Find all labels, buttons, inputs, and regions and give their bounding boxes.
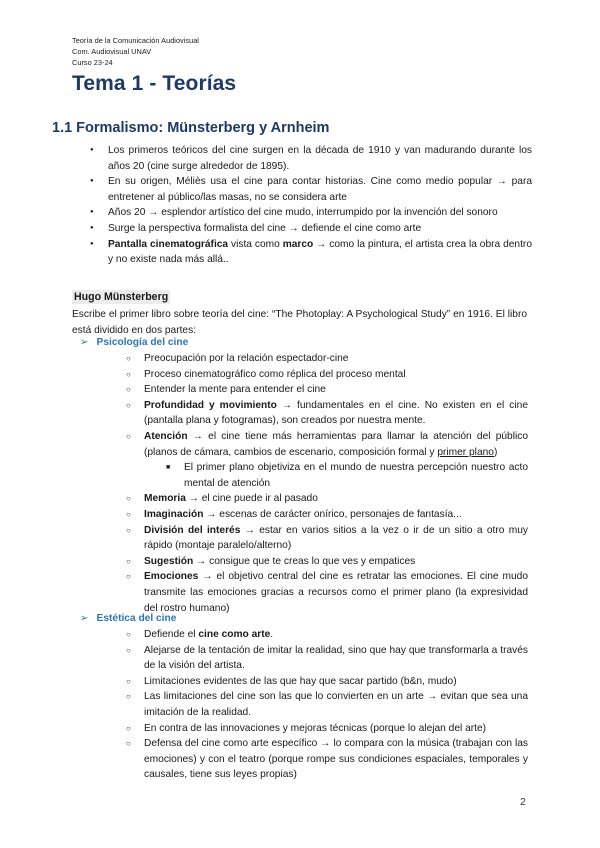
list-item: ○ Preocupación por la relación espectador-cine <box>108 351 528 367</box>
list-item: ● En su origen, Méliès usa el cine para contar historias. Cine como medio popular → para entretener al público/las masas, no se considera arte <box>72 174 532 205</box>
page-number: 2 <box>520 796 526 808</box>
list-item: ○ División del interés → estar en varios sitios a la vez o ir de un sitio a otro muy rápido (montaje paralelo/alterno) <box>108 523 528 554</box>
estetica-list <box>108 627 528 783</box>
intro-bullet-list <box>72 143 532 268</box>
list-item: ○ Defensa del cine como arte específico → lo compara con la música (trabajan con las emociones) y con el teatro (porque rompe sus condiciones espaciales, temporales y causales, tiene sus leyes propias) <box>108 736 528 783</box>
subsection-heading: Hugo Münsterberg <box>74 291 169 303</box>
list-item: ● Pantalla cinematográfica vista como marco → como la pintura, el artista crea la obra dentro y no existe nada más allá.. <box>72 237 532 268</box>
section-heading: 1.1 Formalismo: Münsterberg y Arnheim <box>52 120 330 136</box>
page-title: Tema 1 - Teorías <box>72 72 237 95</box>
list-item: ○ Proceso cinematográfico como réplica del proceso mental <box>108 367 528 383</box>
intro-paragraph: Escribe el primer libro sobre teoría del cine: “The Photoplay: A Psychological Study” en 1916. El libro está dividido en dos partes: <box>72 309 527 336</box>
list-item: ○ Memoria → el cine puede ir al pasado <box>108 491 528 507</box>
list-item: ● Los primeros teóricos del cine surgen en la década de 1910 y van madurando durante los años 20 (cine surge alrededor de 1895). <box>72 143 532 174</box>
list-item: ○ Las limitaciones del cine son las que lo convierten en un arte → evitan que sea una imitación de la realidad. <box>108 689 528 720</box>
arrow-bullet-icon: ➢ <box>80 613 89 624</box>
list-item: ○ Profundidad y movimiento → fundamentales en el cine. No existen en el cine (pantalla plana y fotogramas), son creados por nuestra mente. <box>108 398 528 429</box>
list-item: ○ Alejarse de la tentación de imitar la realidad, sino que hay que transformarla a través de la visión del artista. <box>108 643 528 674</box>
nested-list <box>144 460 528 491</box>
list-item: ○ Atención → el cine tiene más herramientas para llamar la atención del público (planos de cámara, cambios de escenario, composición formal y primer plano) ■ El primer plano objetiviza en el mundo de nuestra percepción nuestro acto mental de atención <box>108 429 528 491</box>
list-item: ○ Emociones → el objetivo central del cine es retratar las emociones. El cine mudo transmite las emociones gracias a recursos como el primer plano (la expresividad del rostro humano) <box>108 569 528 616</box>
list-item: ■ El primer plano objetiviza en el mundo de nuestra percepción nuestro acto mental de atención <box>144 460 528 491</box>
list-item: ○ Limitaciones evidentes de las que hay que sacar partido (b&n, mudo) <box>108 674 528 690</box>
list-item: ○ Imaginación → escenas de carácter onírico, personajes de fantasía... <box>108 507 528 523</box>
header-year: Curso 23-24 <box>72 57 113 67</box>
list-item: ● Surge la perspectiva formalista del cine → defiende el cine como arte <box>72 221 532 237</box>
header-program: Com. Audiovisual UNAV <box>72 46 152 56</box>
estetica-heading: ➢ Estética del cine <box>80 613 177 624</box>
arrow-bullet-icon: ➢ <box>80 337 89 348</box>
document-header <box>72 36 199 68</box>
list-item: ○ Entender la mente para entender el cine <box>108 382 528 398</box>
psicologia-list <box>108 351 528 616</box>
list-item: ○ Defiende el cine como arte. <box>108 627 528 643</box>
list-item: ● Años 20 → esplendor artístico del cine mudo, interrumpido por la invención del sonoro <box>72 205 532 221</box>
psicologia-heading: ➢ Psicología del cine <box>80 337 189 348</box>
list-item: ○ En contra de las innovaciones y mejoras técnicas (porque lo alejan del arte) <box>108 721 528 737</box>
header-course: Teoría de la Comunicación Audiovisual <box>72 36 199 45</box>
list-item: ○ Sugestión → consigue que te creas lo que ves y empatices <box>108 554 528 570</box>
